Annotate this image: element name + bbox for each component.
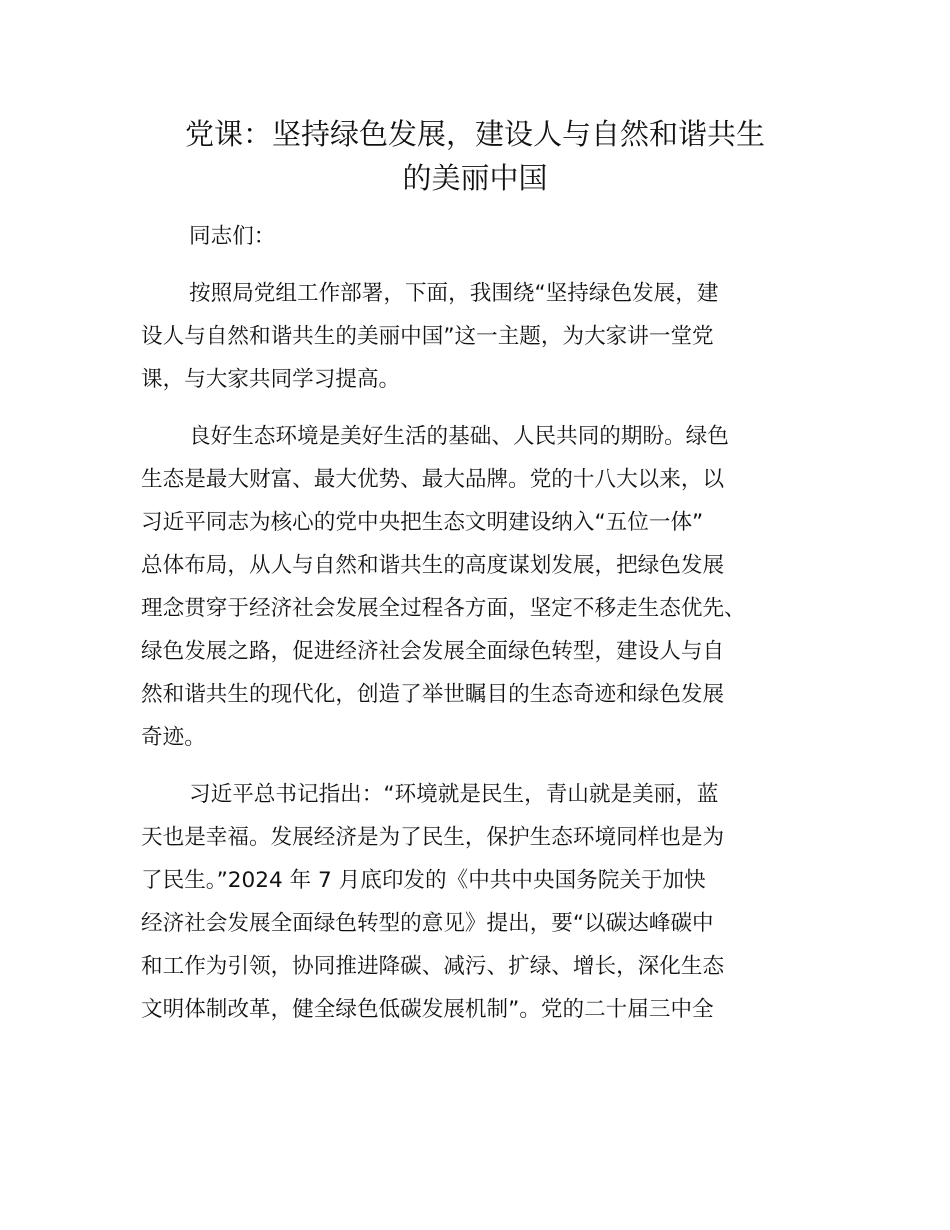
text-line: 良好生态环境是美好生活的基础、人民共同的期盼。绿色 <box>189 424 729 449</box>
text-line: 然和谐共生的现代化，创造了举世瞩目的生态奇迹和绿色发展 <box>141 682 725 707</box>
text-line: 习近平总书记指出：“环境就是民生，青山就是美丽，蓝 <box>189 782 719 807</box>
title-line: 党课：坚持绿色发展，建设人与自然和谐共生 <box>184 117 765 151</box>
text-line: 文明体制改革，健全绿色低碳发展机制”。党的二十届三中全 <box>141 997 714 1022</box>
document-body <box>141 215 821 1031</box>
text-line: 理念贯穿于经济社会发展全过程各方面，坚定不移走生态优先、 <box>141 596 746 621</box>
text-line: 课，与大家共同学习提高。 <box>141 367 401 392</box>
salutation-paragraph <box>141 215 821 258</box>
text-line: 同志们： <box>189 224 276 249</box>
text-line: 生态是最大财富、最大优势、最大品牌。党的十八大以来，以 <box>141 467 725 492</box>
text-line: 了民生。”2024 年 7 月底印发的《中共中央国务院关于加快 <box>141 868 706 893</box>
title-line: 的美丽中国 <box>402 161 548 195</box>
text-line: 总体布局，从人与自然和谐共生的高度谋划发展，把绿色发展 <box>141 553 725 578</box>
text-line: 设人与自然和谐共生的美丽中国”这一主题，为大家讲一堂党 <box>141 324 714 349</box>
ecology-paragraph <box>141 415 821 759</box>
text-line: 习近平同志为核心的党中央把生态文明建设纳入“五位一体” <box>141 510 704 535</box>
text-line: 绿色发展之路，促进经济社会发展全面绿色转型，建设人与自 <box>141 639 725 664</box>
intro-paragraph <box>141 272 821 401</box>
text-line: 按照局党组工作部署，下面，我围绕“坚持绿色发展，建 <box>189 281 719 306</box>
text-line: 和工作为引领，协同推进降碳、减污、扩绿、增长，深化生态 <box>141 954 725 979</box>
text-line: 天也是幸福。发展经济是为了民生，保护生态环境同样也是为 <box>141 825 725 850</box>
text-line: 经济社会发展全面绿色转型的意见》提出，要“以碳达峰碳中 <box>141 911 714 936</box>
quote-paragraph <box>141 773 821 1031</box>
text-line: 奇迹。 <box>141 725 206 750</box>
document-title <box>120 112 830 200</box>
